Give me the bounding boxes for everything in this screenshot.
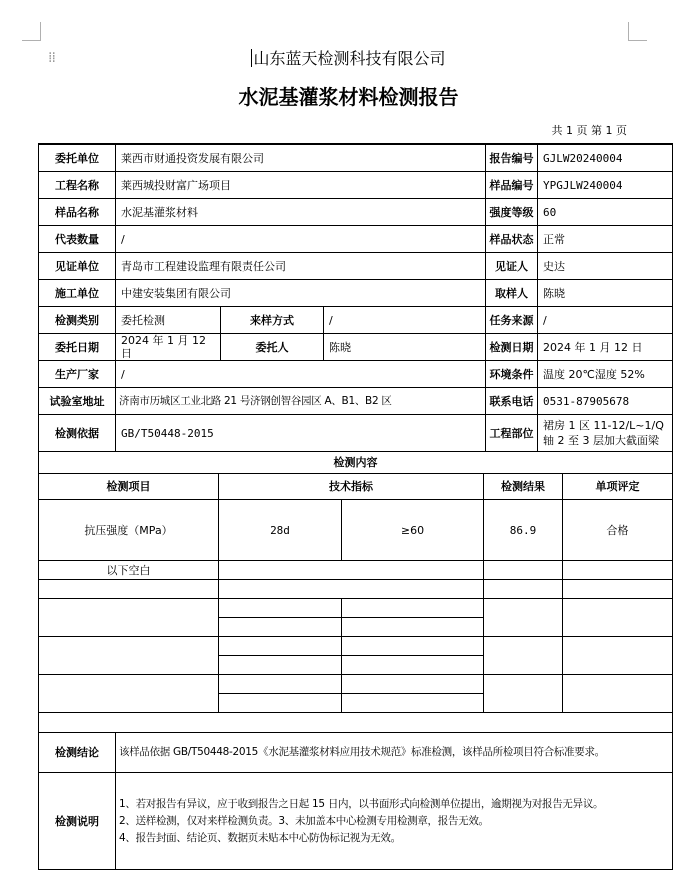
company-name: 山东蓝天检测科技有限公司 xyxy=(253,49,446,68)
row-batch xyxy=(39,226,673,253)
report-no-value: GJLW20240004 xyxy=(538,145,673,172)
environment-value: 温度 20℃湿度 52% xyxy=(538,361,673,388)
row-witness xyxy=(39,253,673,280)
test-type-label: 检测类别 xyxy=(39,307,116,334)
witness-value: 史达 xyxy=(538,253,673,280)
row-empty xyxy=(39,637,673,656)
sample-no-value: YPGJLW240004 xyxy=(538,172,673,199)
builder-value: 中建安装集团有限公司 xyxy=(116,280,486,307)
col-spec-header: 技术指标 xyxy=(219,474,484,500)
row-entrust-date xyxy=(39,334,673,361)
page-count: 共 1 页 第 1 页 xyxy=(551,124,627,137)
sample-state-value: 正常 xyxy=(538,226,673,253)
col-result-header: 检测结果 xyxy=(484,474,563,500)
test-date-value: 2024 年 1 月 12 日 xyxy=(538,334,673,361)
remarks-text xyxy=(116,773,673,870)
report-title: 水泥基灌浆材料检测报告 xyxy=(238,85,459,109)
row-manufacturer xyxy=(39,361,673,388)
lab-address-value: 济南市历城区工业北路 21 号济钢创智谷园区 A、B1、B2 区 xyxy=(116,388,486,415)
row-empty xyxy=(39,713,673,733)
col-eval-header: 单项评定 xyxy=(563,474,673,500)
table-row xyxy=(39,500,673,561)
row-test-type xyxy=(39,307,673,334)
remark-line-3: 4、报告封面、结论页、数据页未贴本中心防伪标记视为无效。 xyxy=(119,831,401,844)
test-type-value: 委托检测 xyxy=(116,307,221,334)
project-label: 工程名称 xyxy=(39,172,116,199)
row-content-title xyxy=(39,452,673,474)
entrust-person-label: 委托人 xyxy=(221,334,324,361)
entrust-date-value: 2024 年 1 月 12 日 xyxy=(116,334,221,361)
sample-name-label: 样品名称 xyxy=(39,199,116,226)
row-project xyxy=(39,172,673,199)
builder-label: 施工单位 xyxy=(39,280,116,307)
phone-value: 0531-87905678 xyxy=(538,388,673,415)
report-no-label: 报告编号 xyxy=(486,145,538,172)
project-value: 莱西城投财富广场项目 xyxy=(116,172,486,199)
remark-line-1: 1、若对报告有异议，应于收到报告之日起 15 日内，以书面形式向检测单位提出，逾期视为对报告无异议。 xyxy=(119,797,604,810)
task-source-label: 任务来源 xyxy=(486,307,538,334)
row-content-header xyxy=(39,474,673,500)
client-label: 委托单位 xyxy=(39,145,116,172)
batch-value: / xyxy=(116,226,486,253)
page-corner-mark-left xyxy=(22,22,41,41)
row-sample-name xyxy=(39,199,673,226)
result-evaluation: 合格 xyxy=(563,500,673,561)
row-remarks xyxy=(39,773,673,870)
row-empty xyxy=(39,599,673,618)
row-basis xyxy=(39,415,673,452)
test-date-label: 检测日期 xyxy=(486,334,538,361)
row-conclusion xyxy=(39,733,673,773)
company-header[interactable] xyxy=(0,48,697,70)
sampler-value: 陈晓 xyxy=(538,280,673,307)
environment-label: 环境条件 xyxy=(486,361,538,388)
drag-handle-icon[interactable]: ⁞⁞ xyxy=(48,50,55,66)
basis-label: 检测依据 xyxy=(39,415,116,452)
batch-label: 代表数量 xyxy=(39,226,116,253)
entrust-person-value: 陈晓 xyxy=(324,334,486,361)
result-item: 抗压强度（MPa） xyxy=(39,500,219,561)
row-builder xyxy=(39,280,673,307)
remarks-label: 检测说明 xyxy=(39,773,116,870)
location-label: 工程部位 xyxy=(486,415,538,452)
row-client xyxy=(39,145,673,172)
phone-label: 联系电话 xyxy=(486,388,538,415)
content-title: 检测内容 xyxy=(39,452,673,474)
report-table xyxy=(38,143,673,870)
result-requirement: ≥60 xyxy=(342,500,484,561)
sample-no-label: 样品编号 xyxy=(486,172,538,199)
client-value: 莱西市财通投资发展有限公司 xyxy=(116,145,486,172)
witness-label: 见证人 xyxy=(486,253,538,280)
remark-line-2: 2、送样检测，仅对来样检测负责。3、未加盖本中心检测专用检测章，报告无效。 xyxy=(119,814,489,827)
row-lab-address xyxy=(39,388,673,415)
lab-address-label: 试验室地址 xyxy=(39,388,116,415)
page-corner-mark-right xyxy=(628,22,647,41)
sample-state-label: 样品状态 xyxy=(486,226,538,253)
row-empty xyxy=(39,675,673,694)
grade-label: 强度等级 xyxy=(486,199,538,226)
location-value: 裙房 1 区 11-12/L~1/Q 轴 2 至 3 层加大截面梁 xyxy=(538,415,673,452)
task-source-value: / xyxy=(538,307,673,334)
col-item-header: 检测项目 xyxy=(39,474,219,500)
result-age: 28d xyxy=(219,500,342,561)
sampling-method-label: 来样方式 xyxy=(221,307,324,334)
conclusion-label: 检测结论 xyxy=(39,733,116,773)
conclusion-text: 该样品依据 GB/T50448-2015《水泥基灌浆材料应用技术规范》标准检测，该样品所检项目符合标准要求。 xyxy=(116,733,673,773)
row-empty xyxy=(39,580,673,599)
row-blank-note xyxy=(39,561,673,580)
manufacturer-value: / xyxy=(116,361,486,388)
manufacturer-label: 生产厂家 xyxy=(39,361,116,388)
sample-name-value: 水泥基灌浆材料 xyxy=(116,199,486,226)
blank-note: 以下空白 xyxy=(39,561,219,580)
basis-value: GB/T50448-2015 xyxy=(116,415,486,452)
witness-unit-value: 青岛市工程建设监理有限责任公司 xyxy=(116,253,486,280)
result-value: 86.9 xyxy=(484,500,563,561)
witness-unit-label: 见证单位 xyxy=(39,253,116,280)
grade-value: 60 xyxy=(538,199,673,226)
sampling-method-value: / xyxy=(324,307,486,334)
sampler-label: 取样人 xyxy=(486,280,538,307)
entrust-date-label: 委托日期 xyxy=(39,334,116,361)
